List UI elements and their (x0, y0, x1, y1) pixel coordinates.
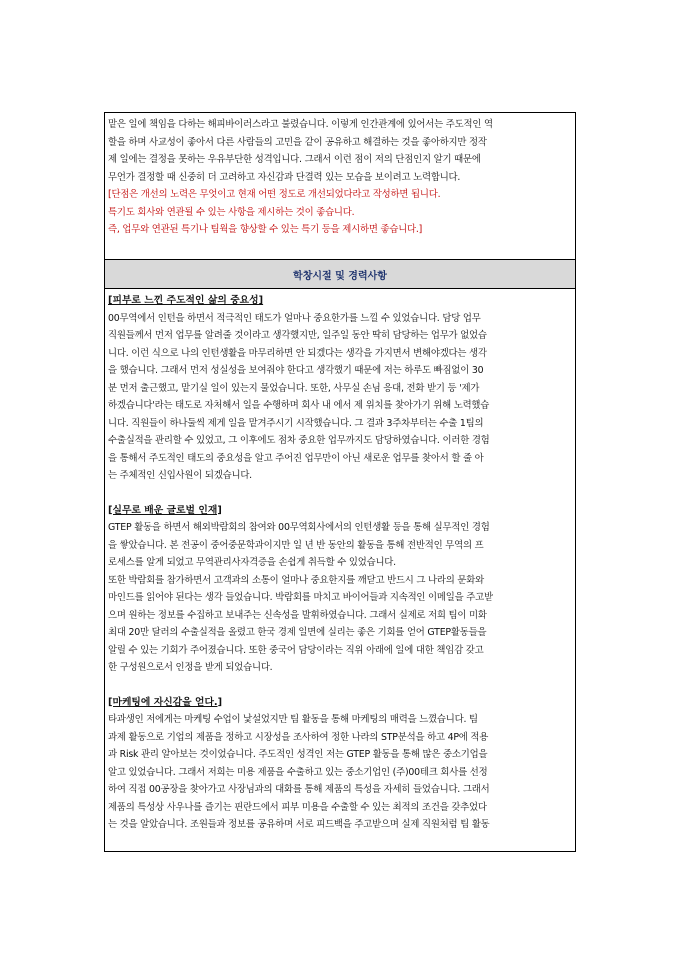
text-line: 한 구성원으로서 인정을 받게 되었습니다. (108, 662, 273, 673)
spacer (108, 677, 572, 694)
guide-note-line: 즉, 업무와 연관된 특기나 팀웍을 향상할 수 있는 특기 등을 제시하면 좋습니다.] (108, 224, 423, 235)
block-heading: [실무로 배운 글로벌 인재] (108, 504, 222, 516)
section-header: 학창시절 및 경력사항 (105, 260, 575, 289)
text-line: 는 것을 알았습니다. 조원들과 정보를 공유하며 서로 피드백을 주고받으며 실제 직원처럼 팀 활동 (108, 819, 490, 830)
guide-note-line: [단점은 개선의 노력은 무엇이고 현재 어떤 정도로 개선되었다라고 작성하면 됩니다. (108, 189, 441, 200)
text-line: 하겠습니다'라는 태도로 자처해서 일을 수행하며 회사 내 에서 제 위치를 찾아가기 위해 노력했습 (108, 400, 490, 411)
text-line: 니다. 직원들이 하나둘씩 제게 일을 맡겨주시기 시작했습니다. 그 결과 3주차부터는 수출 1팀의 (108, 417, 484, 429)
text-line: 을 쌓았습니다. 본 전공이 중어중문학과이지만 일 년 반 동안의 활동을 통해 전반적인 무역의 프 (108, 539, 484, 551)
text-line: 으며 원하는 정보를 수집하고 보내주는 신속성을 발휘하였습니다. 그래서 실제로 저희 팀이 미화 (108, 609, 487, 621)
text-line: 로세스를 알게 되었고 무역관리사자격증을 손쉽게 취득할 수 있었습니다. (108, 557, 396, 568)
text-line: 과 Risk 관리 알아보는 것이었습니다. 주도적인 성격인 저는 GTEP 활동을 통해 많은 중소기업을 (108, 749, 488, 760)
weakness-section (105, 113, 575, 260)
block-heading: [피부로 느낀 주도적인 삶의 중요성] (108, 295, 264, 306)
text-line: 니다. 이런 식으로 나의 인턴생활을 마무리하면 안 되겠다는 생각을 가지면서 변해야겠다는 생각 (108, 347, 487, 359)
text-line: 할을 하며 사교성이 좋아서 다른 사람들의 고민을 같이 공유하고 해결하는 것을 좋아하지만 정작 (108, 136, 487, 148)
text-line: 수출실적을 관리할 수 있었고, 그 이후에도 점차 중요한 업무까지도 담당하였습니다. 이러한 경험 (108, 435, 490, 446)
text-line: 분 먼저 출근했고, 맡기실 일이 있는지 물었습니다. 또한, 사무실 손님 응대, 전화 받기 등 '제가 (108, 382, 480, 394)
text-line: 알릴 수 있는 기회가 주어졌습니다. 또한 중국어 담당이라는 직위 아래에 일에 대한 책임감 갖고 (108, 644, 484, 656)
text-line: 을 통해서 주도적인 태도의 중요성을 알고 주어진 업무만이 아닌 새로운 업무를 찾아서 할 줄 아 (108, 452, 484, 464)
text-line: 을 했습니다. 그래서 먼저 성실성을 보여줘야 한다고 생각했기 때문에 저는 하루도 빠짐없이 30 (108, 365, 484, 376)
text-line: 알고 있었습니다. 그래서 저희는 미용 제품을 수출하고 있는 중소기업인 (주)00테크 회사를 선정 (108, 766, 488, 778)
text-line: 무언가 결정할 때 신중히 더 고려하고 자신감과 단결력 있는 모습을 보이려고 노력합니다. (108, 171, 461, 183)
text-line: 제품의 특성상 사우나를 즐기는 핀란드에서 피부 미용을 수출할 수 있는 최적의 조건을 갖추었다 (108, 801, 487, 813)
text-line: 마인드를 읽어야 된다는 생각 들었습니다. 박람회를 마치고 바이어들과 지속적인 이메일을 주고받 (108, 592, 493, 603)
text-line: 과제 활동으로 기업의 제품을 정하고 시장성을 조사하여 정한 나라의 STP분석을 하고 4P에 적용 (108, 731, 489, 743)
spacer (108, 485, 572, 502)
guide-note-line: 특기도 회사와 연관될 수 있는 사항을 제시하는 것이 좋습니다. (108, 206, 355, 218)
text-line: 는 주체적인 신입사원이 되겠습니다. (108, 470, 252, 481)
text-line: 또한 박람회를 참가하면서 고객과의 소통이 얼마나 중요한지를 깨닫고 반드시 그 나라의 문화와 (108, 574, 484, 586)
text-line: 최대 20만 달러의 수출실적을 올렸고 한국 경제 일면에 실리는 좋은 기회를 얻어 GTEP활동들을 (108, 627, 487, 638)
block-heading: [마케팅에 자신감을 얻다.] (108, 696, 223, 708)
text-line: GTEP 활동을 하면서 해외박람회의 참여와 00무역회사에서의 인턴생활 등을 통해 실무적인 경험 (108, 522, 490, 533)
experience-section (105, 289, 575, 837)
text-line: 직원들께서 먼저 업무를 알려줄 것이라고 생각했지만, 일주일 동안 딱히 담당하는 업무가 없었습 (108, 330, 487, 341)
text-line: 타과생인 저에게는 마케팅 수업이 낯설었지만 팀 활동을 통해 마케팅의 매력을 느꼈습니다. 팀 (108, 714, 478, 725)
text-line: 하여 직접 00공장을 찾아가고 사장님과의 대화를 통해 제품의 특성을 자세히 들었습니다. 그래서 (108, 784, 490, 795)
document-table (104, 112, 576, 852)
text-line: 00무역에서 인턴을 하면서 적극적인 태도가 얼마나 중요한가를 느낄 수 있었습니다. 담당 업무 (108, 312, 481, 324)
text-line: 맡은 일에 책임을 다하는 해피바이러스라고 불렸습니다. 이렇게 인간관계에 있어서는 주도적인 역 (108, 119, 493, 130)
text-line: 제 일에는 결정을 못하는 우유부단한 성격입니다. 그래서 이런 점이 저의 단점인지 알기 때문에 (108, 154, 481, 165)
